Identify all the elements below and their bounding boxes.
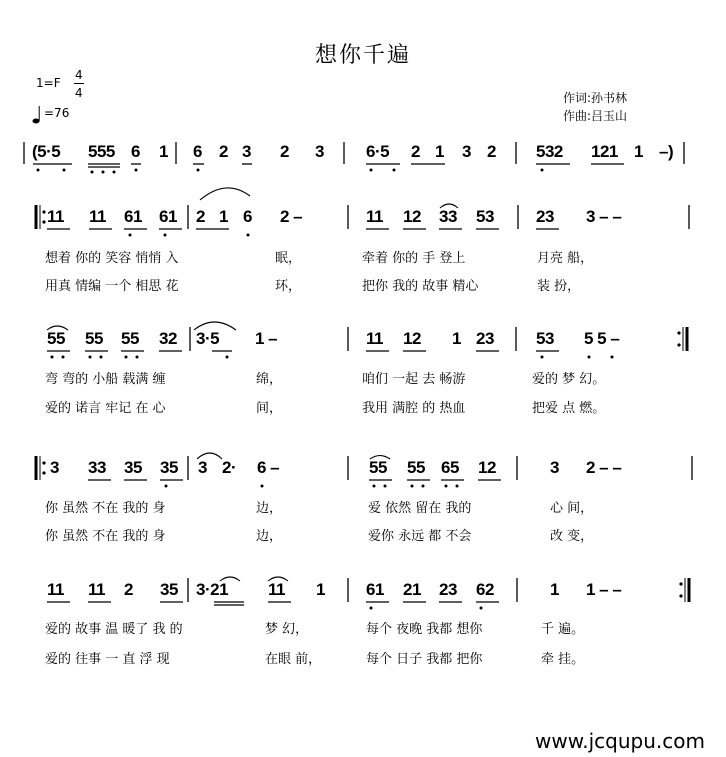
note-group: 11 (366, 329, 383, 348)
lyric-text: 每个 夜晚 我都 想你 (366, 622, 483, 637)
watermark: www.jcqupu.com (535, 729, 705, 753)
lyric-text: 爱的 诺言 牢记 在 心 (45, 401, 166, 416)
lyric-text: 弯 弯的 小船 载满 缠 (45, 372, 166, 387)
lyric-text: 咱们 一起 去 畅游 (362, 372, 466, 387)
slur (200, 188, 250, 200)
note-group: 53 (476, 207, 494, 226)
lyric-text: 装 扮， (537, 279, 581, 294)
time-signature-top: 4 (75, 68, 83, 82)
note-group: 61 (159, 207, 177, 226)
note-group: 1 (159, 142, 168, 161)
lyric-text: 绵， (256, 372, 283, 387)
note-group: 11 (89, 207, 106, 226)
note-group: 11 (47, 580, 64, 599)
note-group: 2 (219, 142, 228, 161)
lyric-text: 我用 满腔 的 热血 (362, 401, 466, 416)
lyric-text: 爱你 永远 都 不会 (368, 529, 472, 544)
lyric-text: 环， (275, 279, 302, 294)
slur (47, 326, 68, 330)
lyric-text: 边， (256, 501, 283, 516)
note-group: 32 (159, 329, 177, 348)
slur (370, 456, 390, 460)
note-group: 11 (88, 580, 105, 599)
note-group: (5·5 (32, 142, 61, 161)
note-group: 21 (403, 580, 421, 599)
note-group: 3·21 (196, 580, 229, 599)
note-group: 12 (478, 458, 496, 477)
note-group: 3 (198, 458, 207, 477)
lyric-text: 把你 我的 故事 精心 (362, 279, 479, 294)
lyric-text: 每个 日子 我都 把你 (366, 652, 483, 667)
note-group: 23 (476, 329, 494, 348)
lyric-text: 爱的 往事 一 直 浮 现 (45, 652, 170, 667)
song-title: 想你千遍 (314, 43, 411, 68)
note-group: 55 (121, 329, 139, 348)
lyric-text: 梦 幻， (265, 622, 309, 637)
lyric-text: 眠， (275, 251, 302, 266)
lyric-text: 你 虽然 不在 我的 身 (45, 529, 166, 544)
note-group: 1 (452, 329, 461, 348)
note-group: 11 (366, 207, 383, 226)
note-group: 6 (243, 207, 252, 226)
note-group: 55 (85, 329, 103, 348)
note-group: 3 (315, 142, 324, 161)
note-group: 2 (124, 580, 133, 599)
note-group: 2· (222, 458, 237, 477)
note-group: 6·5 (366, 142, 390, 161)
tempo-marking: =76 (44, 106, 70, 120)
note-group: 35 (160, 580, 178, 599)
note-group: 53 (536, 329, 554, 348)
lyric-text: 爱的 梦 幻。 (532, 372, 606, 387)
lyric-text: 把爱 点 燃。 (532, 401, 606, 416)
lyric-text: 在眼 前， (265, 652, 322, 667)
note-group: 23 (439, 580, 457, 599)
note-group: 6 (131, 142, 140, 161)
note-group: 2 (196, 207, 205, 226)
note-group: 35 (160, 458, 178, 477)
lyric-text: 心 间， (550, 501, 594, 516)
repeat-start-sign (36, 205, 46, 229)
lyric-text: 改 变， (550, 529, 594, 544)
lyric-text: 想着 你的 笑容 悄悄 入 (45, 251, 179, 266)
lyric-text: 用真 情编 一个 相思 花 (45, 279, 179, 294)
note-group: 3·5 (196, 329, 220, 348)
note-group: 1 (316, 580, 325, 599)
note-group: 3 (50, 458, 59, 477)
note-group: –) (659, 142, 674, 161)
note-group: 1 (435, 142, 444, 161)
slur (194, 322, 236, 330)
lyricist-credit: 作词:孙书林 (563, 91, 628, 105)
note-group: 12 (403, 329, 421, 348)
lyric-text: 千 遍。 (541, 622, 585, 637)
note-group: 1 (550, 580, 559, 599)
note-group: 1 (634, 142, 643, 161)
note-group: 6 – (257, 458, 280, 477)
note-group: 12 (403, 207, 421, 226)
note-group: 33 (88, 458, 106, 477)
note-group: 121 (591, 142, 618, 161)
note-group: 33 (439, 207, 457, 226)
note-group: 3 – – (586, 207, 622, 226)
note-group: 11 (47, 207, 64, 226)
note-group: 62 (476, 580, 494, 599)
note-group: 23 (536, 207, 554, 226)
note-group: 55 (47, 329, 65, 348)
note-group: 6 (193, 142, 202, 161)
repeat-end-sign (677, 327, 687, 351)
note-group: 3 (462, 142, 471, 161)
composer-credit: 作曲:吕玉山 (563, 109, 628, 123)
note-group: 1 (219, 207, 228, 226)
lyric-text: 爱的 故事 温 暖了 我 的 (45, 622, 183, 637)
repeat-start-sign (36, 456, 46, 480)
note-group: 3 (242, 142, 251, 161)
note-group: 61 (124, 207, 142, 226)
slur (268, 577, 288, 581)
note-group: 5 5 – (584, 329, 620, 348)
note-group: 11 (268, 580, 285, 599)
slur (440, 204, 458, 208)
time-signature-bottom: 4 (75, 86, 83, 100)
note-group: 2 (280, 142, 289, 161)
note-group: 2 – – (586, 458, 622, 477)
note-group: 1 – – (586, 580, 622, 599)
slur (220, 577, 240, 581)
lyric-text: 爱 依然 留在 我的 (368, 501, 472, 516)
lyric-text: 牵 挂。 (541, 652, 585, 667)
lyric-text: 边， (256, 529, 283, 544)
note-group: 55 (369, 458, 387, 477)
repeat-end-sign (679, 578, 689, 602)
slur (197, 453, 222, 459)
lyric-text: 牵着 你的 手 登上 (362, 251, 466, 266)
note-group: 55 (407, 458, 425, 477)
note-group: 3 (550, 458, 559, 477)
lyric-text: 月亮 船， (537, 251, 594, 266)
note-group: 2 (411, 142, 420, 161)
note-group: 555 (88, 142, 115, 161)
note-group: 2 – (280, 207, 303, 226)
note-group: 65 (441, 458, 459, 477)
lyric-text: 间， (256, 401, 283, 416)
lyric-text: 你 虽然 不在 我的 身 (45, 501, 166, 516)
note-group: 532 (536, 142, 563, 161)
note-group: 2 (487, 142, 496, 161)
note-group: 35 (124, 458, 142, 477)
note-group: 1 – (255, 329, 278, 348)
note-group: 61 (366, 580, 384, 599)
key-signature: 1=F (36, 76, 61, 90)
